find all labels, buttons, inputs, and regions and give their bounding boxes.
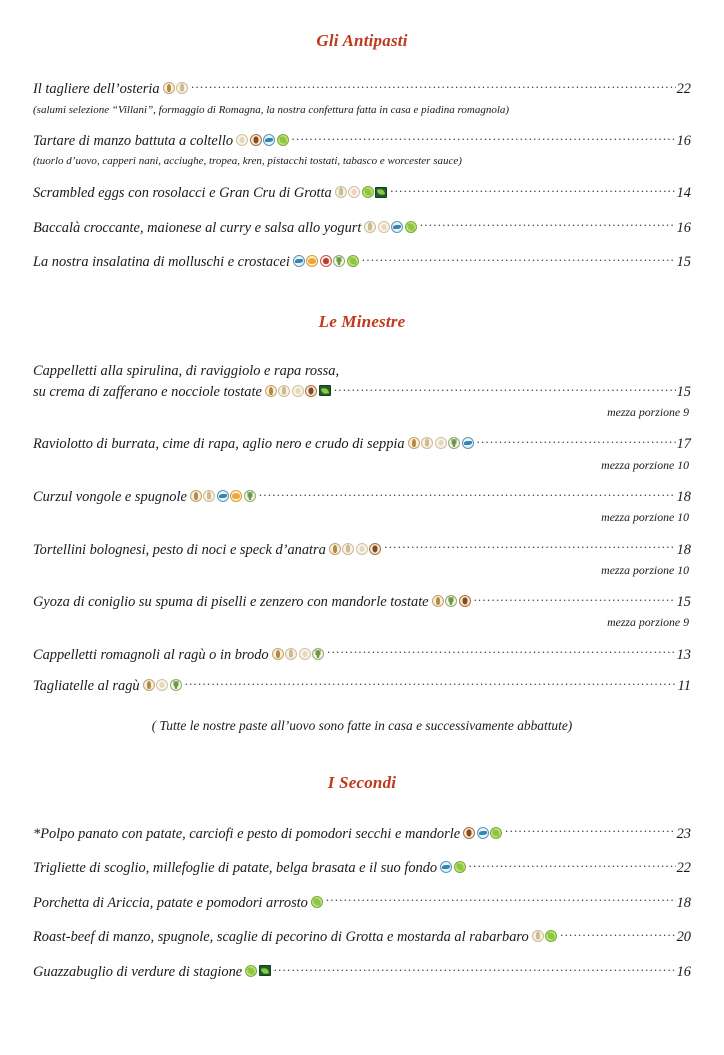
milk-icon <box>278 385 290 397</box>
vegetarian-icon <box>490 827 502 839</box>
dish-price: 18 <box>676 894 691 911</box>
milk-icon <box>335 186 347 198</box>
egg-icon <box>378 221 390 233</box>
nuts-icon <box>250 134 262 146</box>
dish-name: Porchetta di Ariccia, patate e pomodori arrosto <box>33 894 308 911</box>
allergen-icon-group <box>143 679 182 691</box>
dish-name-line1: Cappelletti alla spirulina, di raviggiolo e rapa rossa, <box>33 363 340 380</box>
section-items-minestre <box>30 362 694 696</box>
dish-item <box>30 823 694 844</box>
dish-item <box>30 487 694 526</box>
dot-leader <box>420 217 676 231</box>
allergen-icon-group <box>272 648 325 660</box>
milk-icon <box>203 490 215 502</box>
vegetarian-icon <box>245 965 257 977</box>
vegetarian-icon <box>454 861 466 873</box>
dish-item <box>30 644 694 665</box>
celery-icon <box>333 255 345 267</box>
nuts-icon <box>305 385 317 397</box>
dot-leader <box>384 539 675 553</box>
celery-icon <box>244 490 256 502</box>
dish-description: (salumi selezione “Villani”, formaggio di Romagna, la nostra confettura fatta in casa e piadina romagnola) <box>33 103 510 116</box>
egg-icon <box>299 648 311 660</box>
half-portion-price: mezza porzione 9 <box>607 615 689 630</box>
dish-name: *Polpo panato con patate, carciofi e pesto di pomodori secchi e mandorle <box>33 825 461 842</box>
vegetarian-icon <box>311 896 323 908</box>
mollusk-icon <box>230 490 242 502</box>
dish-price: 18 <box>676 488 691 505</box>
section-heading-secondi: I Secondi <box>327 773 397 793</box>
egg-icon <box>348 186 360 198</box>
half-portion-price: mezza porzione 10 <box>601 457 689 472</box>
dish-item <box>30 79 694 117</box>
milk-icon <box>421 437 433 449</box>
dish-item <box>30 539 694 578</box>
vegetarian-icon <box>545 930 557 942</box>
vegetarian-icon <box>277 134 289 146</box>
dish-price: 16 <box>676 133 691 150</box>
celery-icon <box>312 648 324 660</box>
dish-line <box>33 183 691 204</box>
section-minestre <box>30 312 694 734</box>
dish-item <box>30 252 694 273</box>
dish-item <box>30 183 694 204</box>
dish-item <box>30 592 694 631</box>
mollusk-icon <box>306 255 318 267</box>
dot-leader <box>390 183 675 197</box>
dish-line <box>33 962 691 983</box>
dish-line <box>33 131 691 152</box>
crustacean-icon <box>320 255 332 267</box>
dish-line <box>33 539 691 560</box>
dot-leader <box>274 962 676 976</box>
dish-item <box>30 217 694 238</box>
dish-price: 11 <box>677 678 691 695</box>
celery-icon <box>445 595 457 607</box>
dish-line <box>33 858 691 879</box>
gluten-icon <box>408 437 420 449</box>
dish-line <box>33 381 691 402</box>
gluten-icon <box>432 595 444 607</box>
nuts-icon <box>459 595 471 607</box>
dish-name: Roast-beef di manzo, spugnole, scaglie di pecorino di Grotta e mostarda al rabarbaro <box>33 929 529 946</box>
dot-leader <box>474 592 676 606</box>
allergen-icon-group <box>163 82 189 94</box>
dish-name: Tortellini bolognesi, pesto di noci e speck d’anatra <box>33 541 326 558</box>
gluten-icon <box>265 385 277 397</box>
allergen-icon-group <box>440 861 466 873</box>
dish-item <box>30 892 694 913</box>
dish-line <box>33 487 691 508</box>
section-items-antipasti <box>30 79 694 272</box>
dot-leader <box>560 927 675 941</box>
dish-line <box>33 927 691 948</box>
gluten-icon <box>190 490 202 502</box>
dish-item <box>30 962 694 983</box>
allergen-icon-group <box>463 827 502 839</box>
dish-name: Gyoza di coniglio su spuma di piselli e zenzero con mandorle tostate <box>33 594 429 611</box>
dish-line <box>33 592 691 613</box>
dish-item <box>30 927 694 948</box>
section-secondi <box>30 773 694 982</box>
dot-leader <box>334 381 676 395</box>
egg-icon <box>356 543 368 555</box>
allergen-icon-group <box>432 595 471 607</box>
egg-icon <box>435 437 447 449</box>
egg-icon <box>156 679 168 691</box>
gluten-icon <box>329 543 341 555</box>
half-portion-price: mezza porzione 10 <box>601 510 689 525</box>
fish-icon <box>293 255 305 267</box>
section-heading-minestre: Le Minestre <box>318 312 406 332</box>
section-heading-antipasti: Gli Antipasti <box>316 31 408 50</box>
vegetarian-icon <box>405 221 417 233</box>
dish-name: Guazzabuglio di verdure di stagione <box>33 963 243 980</box>
half-portion-price: mezza porzione 9 <box>607 405 689 420</box>
dot-leader <box>327 644 676 658</box>
dot-leader <box>362 252 676 266</box>
nuts-icon <box>369 543 381 555</box>
vegan-icon <box>375 187 387 198</box>
dish-line <box>33 217 691 238</box>
menu-page <box>0 31 724 1055</box>
dish-price: 23 <box>676 825 691 842</box>
allergen-icon-group <box>329 543 382 555</box>
allergen-icon-group <box>364 221 417 233</box>
dish-line <box>33 823 691 844</box>
dish-name: Cappelletti romagnoli al ragù o in brodo <box>33 646 269 663</box>
allergen-icon-group <box>265 385 331 397</box>
half-portion-price: mezza porzione 10 <box>601 562 689 577</box>
dish-price: 22 <box>676 860 691 877</box>
vegetarian-icon <box>347 255 359 267</box>
fish-icon <box>462 437 474 449</box>
gluten-icon <box>143 679 155 691</box>
allergen-icon-group <box>236 134 289 146</box>
allergen-icon-group <box>335 186 388 198</box>
dish-item <box>30 676 694 697</box>
dish-name: Curzul vongole e spugnole <box>33 488 187 505</box>
dish-description: (tuorlo d’uovo, capperi nani, acciughe, tropea, kren, pistacchi tostati, tabasco e worcester sauce) <box>33 155 462 168</box>
dish-line <box>33 252 691 273</box>
fish-icon <box>477 827 489 839</box>
dish-item <box>30 362 694 420</box>
allergen-icon-group <box>293 255 359 267</box>
milk-icon <box>285 648 297 660</box>
dish-name: Scrambled eggs con rosolacci e Gran Cru di Grotta <box>33 185 332 202</box>
dish-name: su crema di zafferano e nocciole tostate <box>33 383 262 400</box>
fish-icon <box>391 221 403 233</box>
section-items-secondi <box>30 823 694 982</box>
dot-leader <box>326 892 676 906</box>
dish-price: 17 <box>676 436 691 453</box>
dish-line <box>33 79 691 100</box>
dish-price: 13 <box>676 646 691 663</box>
dish-line <box>33 676 691 697</box>
dish-price: 15 <box>676 594 691 611</box>
dish-line <box>33 434 691 455</box>
dot-leader <box>191 79 676 93</box>
allergen-icon-group <box>190 490 256 502</box>
dot-leader <box>469 858 676 872</box>
dot-leader <box>185 676 677 690</box>
dish-line <box>33 892 691 913</box>
dot-leader <box>505 823 675 837</box>
allergen-icon-group <box>245 965 271 977</box>
celery-icon <box>448 437 460 449</box>
dish-item <box>30 131 694 169</box>
allergen-icon-group <box>532 930 558 942</box>
dish-price: 16 <box>676 219 691 236</box>
milk-icon <box>342 543 354 555</box>
dish-name: Tagliatelle al ragù <box>33 678 140 695</box>
dish-price: 22 <box>676 81 691 98</box>
dish-price: 15 <box>676 383 691 400</box>
dish-name: Baccalà croccante, maionese al curry e salsa allo yogurt <box>33 219 362 236</box>
dish-price: 18 <box>676 541 691 558</box>
dish-name: Tartare di manzo battuta a coltello <box>33 133 234 150</box>
fish-icon <box>440 861 452 873</box>
gluten-icon <box>272 648 284 660</box>
dish-name: Trigliette di scoglio, millefoglie di patate, belga brasata e il suo fondo <box>33 860 438 877</box>
vegetarian-icon <box>362 186 374 198</box>
vegan-icon <box>319 385 331 396</box>
dish-item <box>30 858 694 879</box>
section-antipasti <box>30 31 694 272</box>
dish-price: 20 <box>676 929 691 946</box>
allergen-icon-group <box>408 437 474 449</box>
dot-leader <box>292 131 676 145</box>
vegan-icon <box>259 965 271 976</box>
dish-item <box>30 434 694 473</box>
dish-line <box>33 644 691 665</box>
dot-leader <box>259 487 676 501</box>
celery-icon <box>170 679 182 691</box>
milk-icon <box>176 82 188 94</box>
milk-icon <box>532 930 544 942</box>
dish-name: Raviolotto di burrata, cime di rapa, aglio nero e crudo di seppia <box>33 436 405 453</box>
gluten-icon <box>163 82 175 94</box>
dish-name: Il tagliere dell’osteria <box>33 81 160 98</box>
dish-price: 16 <box>676 963 691 980</box>
egg-icon <box>236 134 248 146</box>
pasta-note: ( Tutte le nostre paste all’uovo sono fatte in casa e successivamente abbattute) <box>151 718 573 734</box>
dish-price: 14 <box>676 185 691 202</box>
dish-name: La nostra insalatina di molluschi e crostacei <box>33 254 290 271</box>
milk-icon <box>364 221 376 233</box>
egg-icon <box>292 385 304 397</box>
allergen-icon-group <box>311 896 323 908</box>
dot-leader <box>477 434 676 448</box>
fish-icon <box>217 490 229 502</box>
nuts-icon <box>463 827 475 839</box>
dish-price: 15 <box>676 254 691 271</box>
fish-icon <box>263 134 275 146</box>
